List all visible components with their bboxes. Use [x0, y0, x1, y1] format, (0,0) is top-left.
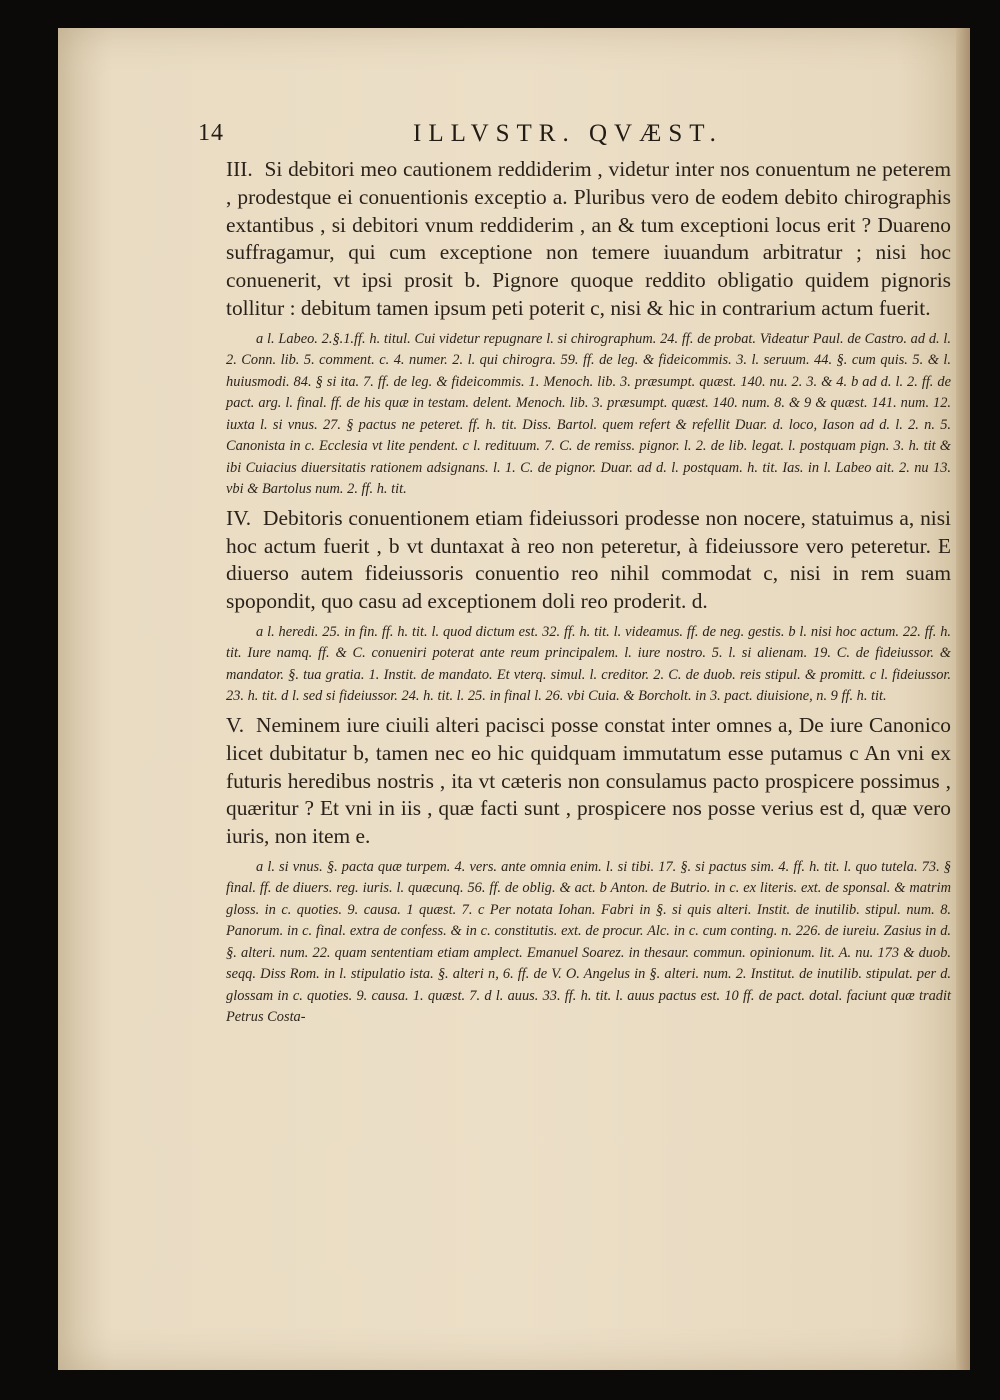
- page-number: 14: [198, 120, 224, 146]
- page-body: [226, 156, 951, 1033]
- paragraph-text: Si debitori meo cautionem reddiderim , videtur inter nos conuentum ne peterem , prodestque ei conuentionis exceptio a. Pluribus vero de eodem debito chirographis extantibus , si debitori vnum reddiderim , an & tum exceptioni locus erit ? Duareno suffragamur, qui cum exceptione non temere iuuandum arbitratur ; nisi hoc conuenerit, vt ipsi prosit b. Pignore quoque reddito obligatio quidem pignoris tollitur : debitum tamen ipsum peti poterit c, nisi & hic in contrarium actum fuerit.: [226, 157, 951, 320]
- paragraph-v: [226, 712, 951, 851]
- paragraph-text: Debitoris conuentionem etiam fideiussori prodesse non nocere, statuimus a, nisi hoc actum fuerit , b vt duntaxat à reo non peteretur, à fideiussore vero peteretur. E diuerso autem fideiussoris conuentio reo nihil commodat c, nisi in rem suam spopondit, quo casu ad exceptionem doli reo proderit. d.: [226, 505, 951, 614]
- footnotes-iii: a l. Labeo. 2.§.1.ff. h. titul. Cui videtur repugnare l. si chirographum. 24. ff. de probat. Videatur Paul. de Castro. ad d. l. 2. Conn. lib. 5. comment. c. 4. numer. 2. l. qui chirogra. 59. ff. de leg. & fideicommis. 3. l. seruum. 44. §. cum quis. 5. & l. huiusmodi. 84. § si ita. 7. ff. de leg. & fideicommis. 1. Menoch. lib. 3. præsumpt. quæst. 140. nu. 2. 3. & 4. b ad d. l. 2. ff. de pact. arg. l. final. ff. de his quæ in testam. delent. Menoch. lib. 3. præsumpt. quæst. 140. num. 8. & 9 & quæst. 141. num. 12. iuxta l. si vnus. 27. § pactus ne peteret. ff. h. tit. Diss. Bartol. quem refert & refellit Duar. d. loco, Iason ad d. l. 2. n. 5. Canonista in c. Ecclesia vt lite pendent. c l. redituum. 7. C. de remiss. pignor. l. 2. de lib. legat. l. postquam pign. 3. h. tit & ibi Cuiacius diuersitatis rationem adsignans. l. 1. C. de pignor. Duar. ad d. l. postquam. h. tit. Ias. in l. Labeo ait. 2. nu 13. vbi & Bartolus num. 2. ff. h. tit.: [226, 330, 951, 498]
- footnotes-iv: a l. heredi. 25. in fin. ff. h. tit. l. quod dictum est. 32. ff. h. tit. l. videamus. ff. de neg. gestis. b l. nisi hoc actum. 22. ff. h. tit. Iure namq. ff. & C. conueniri poterat ante reum principalem. l. iure nostro. 5. l. si alienam. 19. C. de fideiussor. & mandator. §. tua gratia. 1. Instit. de mandato. Et vterq. simul. l. creditor. 2. C. de duob. reis stipul. & promitt. c l. fideiussor. 23. h. tit. d l. sed si fideiussor. 24. h. tit. l. 25. in final l. 26. vbi Cuia. & Borcholt. in 3. pact. diuisione, n. 9 ff. h. tit.: [226, 623, 951, 705]
- paragraph-iii: [226, 156, 951, 323]
- page-header: [198, 120, 938, 156]
- paragraph-text: Neminem iure ciuili alteri paciscі posse constat inter omnes a, De iure Canonico licet dubitatur b, tamen nec eo hic quidquam immutatum esse putamus c An vni ex futuris heredibus nostris , ita vt cæteris non consulamus pacto prospicere possimus , quæritur ? Et vni in iis , quæ facti sunt , prospicere nos posse verius est d, quæ vero iuris, non item e.: [226, 712, 951, 849]
- book-page: [58, 28, 970, 1370]
- paragraph-number: IV.: [226, 505, 252, 530]
- footnotes-v: a l. si vnus. §. pacta quæ turpem. 4. vers. ante omnia enim. l. si tibi. 17. §. si pactus sim. 4. ff. h. tit. l. quo tutela. 73. § final. ff. de diuers. reg. iuris. l. quæcunq. 56. ff. de oblig. & act. b Anton. de Butrio. in c. ex literis. ext. de sponsal. & matrim gloss. in c. quoties. 9. causa. 1 quæst. 7. c Per notata Iohan. Fabri in §. si quis alteri. Instit. de inutilib. stipul. num. 8. Panorum. in c. final. extra de confess. & in c. constitutis. ext. de procur. Alc. in c. cum conting. n. 226. de iureiu. Zasius in d. §. alteri. num. 22. quam sententiam etiam amplect. Emanuel Soarez. in thesaur. commun. opinionum. lit. A. nu. 173 & duob. seqq. Diss Rom. in l. stipulatio ista. §. alteri n, 6. ff. de V. O. Angelus in §. alteri. num. 2. Institut. de inutilib. stipulat. per d. glossam in c. quoties. 9. causa. 1. quæst. 7. d l. auus. 33. ff. h. tit. l. auus pactus est. 10 ff. de pact. dotal. faciunt quæ tradit Petrus Costa-: [226, 858, 951, 1026]
- paragraph-iv: [226, 505, 951, 616]
- running-title: ILLVSTR. QVÆST.: [413, 120, 723, 147]
- paragraph-number: III.: [226, 157, 253, 181]
- page-edge: [956, 28, 970, 1370]
- paragraph-number: V.: [226, 712, 245, 737]
